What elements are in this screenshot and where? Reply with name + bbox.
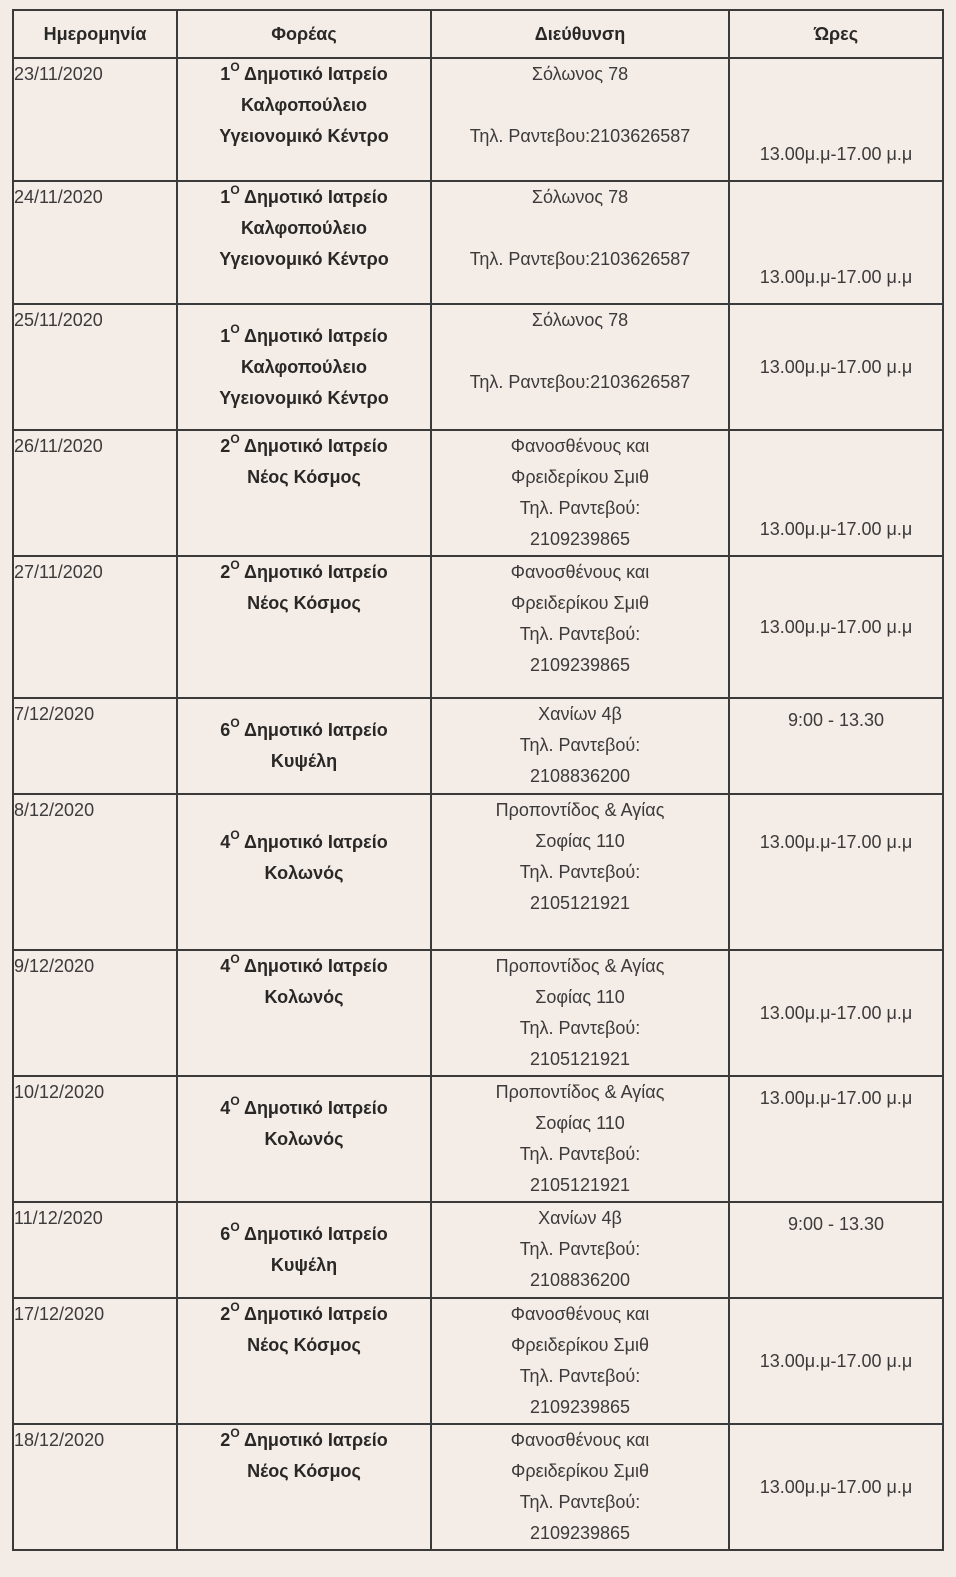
address-line-1: Προποντίδος & Αγίας [495, 800, 665, 820]
org-ordinal-mark: Ο [230, 60, 240, 74]
organization-cell [177, 1424, 431, 1550]
org-line-3: Υγειονομικό Κέντρο [219, 249, 389, 269]
organization-cell [177, 181, 431, 304]
org-line-2: Κολωνός [264, 1129, 344, 1149]
address-line-1: Προποντίδος & Αγίας [495, 1082, 665, 1102]
org-clinic-label: Δημοτικό Ιατρείο [244, 1224, 388, 1244]
hours-cell: 9:00 - 13.30 [729, 698, 943, 794]
organization-cell [177, 794, 431, 950]
org-clinic-label: Δημοτικό Ιατρείο [244, 1304, 388, 1324]
org-ordinal-mark: Ο [230, 432, 240, 446]
organization-cell [177, 556, 431, 698]
organization-cell [177, 58, 431, 181]
org-line-1 [178, 1425, 430, 1456]
address-cell [431, 1424, 729, 1550]
address-cell [431, 58, 729, 181]
table-row [13, 304, 943, 430]
address-line-4: 2105121921 [529, 1049, 631, 1069]
organization-cell [177, 1202, 431, 1298]
address-line-2: Σοφίας 110 [535, 1113, 625, 1133]
org-clinic-label: Δημοτικό Ιατρείο [244, 1430, 388, 1450]
org-number: 2 [220, 1304, 231, 1324]
address-line-1: Σόλωνος 78 [531, 64, 629, 84]
address-line-1: Προποντίδος & Αγίας [495, 956, 665, 976]
org-line-1 [178, 827, 430, 858]
table-header-row [13, 10, 943, 58]
address-line-3: 2108836200 [529, 766, 631, 786]
hours-cell: 13.00μ.μ-17.00 μ.μ [729, 1424, 943, 1550]
org-ordinal-mark: Ο [230, 1300, 240, 1314]
hours-cell: 13.00μ.μ-17.00 μ.μ [729, 556, 943, 698]
table-row [13, 58, 943, 181]
vaccination-schedule-table [12, 9, 944, 1551]
address-line-3: Τηλ. Ραντεβού: [519, 1144, 641, 1164]
address-cell [431, 950, 729, 1076]
date-cell: 17/12/2020 [13, 1298, 177, 1424]
hours-cell: 13.00μ.μ-17.00 μ.μ [729, 430, 943, 556]
hours-cell: 9:00 - 13.30 [729, 1202, 943, 1298]
org-line-1 [178, 715, 430, 746]
address-cell [431, 181, 729, 304]
table-row [13, 1202, 943, 1298]
org-clinic-label: Δημοτικό Ιατρείο [244, 720, 388, 740]
date-cell: 25/11/2020 [13, 304, 177, 430]
table-row [13, 950, 943, 1076]
address-cell [431, 794, 729, 950]
address-line-2: Τηλ. Ραντεβού: [519, 1239, 641, 1259]
address-line-3: Τηλ. Ραντεβου:2103626587 [469, 249, 691, 269]
org-clinic-label: Δημοτικό Ιατρείο [244, 956, 388, 976]
org-ordinal-mark: Ο [230, 322, 240, 336]
org-number: 6 [220, 1224, 231, 1244]
address-line-4: 2109239865 [529, 529, 631, 549]
org-line-1 [178, 59, 430, 90]
address-line-1: Χανίων 4β [538, 704, 622, 724]
org-number: 4 [220, 832, 231, 852]
table-row [13, 181, 943, 304]
org-line-2: Κυψέλη [270, 1255, 338, 1275]
hours-cell: 13.00μ.μ-17.00 μ.μ [729, 181, 943, 304]
org-ordinal-mark: Ο [230, 558, 240, 572]
org-line-2: Νέος Κόσμος [247, 1335, 361, 1355]
address-line-4: 2105121921 [529, 1175, 631, 1195]
address-cell [431, 556, 729, 698]
address-line-2: Σοφίας 110 [535, 831, 625, 851]
org-line-2: Κυψέλη [270, 751, 338, 771]
org-line-1 [178, 321, 430, 352]
date-cell: 27/11/2020 [13, 556, 177, 698]
org-ordinal-mark: Ο [230, 1094, 240, 1108]
org-line-1 [178, 951, 430, 982]
org-ordinal-mark: Ο [230, 1220, 240, 1234]
organization-cell [177, 698, 431, 794]
org-number: 2 [220, 1430, 231, 1450]
address-line-4: 2109239865 [529, 1523, 631, 1543]
hours-cell: 13.00μ.μ-17.00 μ.μ [729, 58, 943, 181]
address-cell [431, 1076, 729, 1202]
date-cell: 11/12/2020 [13, 1202, 177, 1298]
org-clinic-label: Δημοτικό Ιατρείο [244, 832, 388, 852]
address-line-4: 2109239865 [529, 1397, 631, 1417]
organization-cell [177, 950, 431, 1076]
org-clinic-label: Δημοτικό Ιατρείο [244, 436, 388, 456]
date-cell: 26/11/2020 [13, 430, 177, 556]
hours-cell: 13.00μ.μ-17.00 μ.μ [729, 1076, 943, 1202]
address-line-2: Φρειδερίκου Σμιθ [510, 1461, 650, 1481]
date-cell: 18/12/2020 [13, 1424, 177, 1550]
date-cell: 9/12/2020 [13, 950, 177, 1076]
header-hours: Ώρες [729, 10, 943, 58]
table-row [13, 1298, 943, 1424]
org-line-2: Καλφοπούλειο [240, 95, 368, 115]
org-number: 2 [220, 562, 231, 582]
hours-cell: 13.00μ.μ-17.00 μ.μ [729, 1298, 943, 1424]
org-ordinal-mark: Ο [230, 716, 240, 730]
header-date: Ημερομηνία [13, 10, 177, 58]
address-cell [431, 430, 729, 556]
org-ordinal-mark: Ο [230, 1426, 240, 1440]
organization-cell [177, 430, 431, 556]
org-line-2: Νέος Κόσμος [247, 467, 361, 487]
org-line-2: Καλφοπούλειο [240, 218, 368, 238]
org-number: 2 [220, 436, 231, 456]
address-line-4: 2109239865 [529, 655, 631, 675]
date-cell: 8/12/2020 [13, 794, 177, 950]
org-line-2: Κολωνός [264, 987, 344, 1007]
org-ordinal-mark: Ο [230, 828, 240, 842]
table-row [13, 1076, 943, 1202]
address-line-3: Τηλ. Ραντεβού: [519, 1018, 641, 1038]
org-line-1 [178, 1219, 430, 1250]
org-line-3: Υγειονομικό Κέντρο [219, 388, 389, 408]
header-organization: Φορέας [177, 10, 431, 58]
org-line-1 [178, 431, 430, 462]
org-clinic-label: Δημοτικό Ιατρείο [244, 64, 388, 84]
address-cell [431, 1202, 729, 1298]
org-number: 4 [220, 1098, 231, 1118]
address-line-2: Φρειδερίκου Σμιθ [510, 467, 650, 487]
org-number: 4 [220, 956, 231, 976]
address-line-3: 2108836200 [529, 1270, 631, 1290]
org-clinic-label: Δημοτικό Ιατρείο [244, 562, 388, 582]
org-number: 1 [220, 326, 231, 346]
org-number: 1 [220, 64, 231, 84]
address-cell [431, 304, 729, 430]
header-address: Διεύθυνση [431, 10, 729, 58]
address-line-3: Τηλ. Ραντεβού: [519, 498, 641, 518]
date-cell: 7/12/2020 [13, 698, 177, 794]
address-cell [431, 698, 729, 794]
date-cell: 10/12/2020 [13, 1076, 177, 1202]
table-row [13, 556, 943, 698]
address-cell [431, 1298, 729, 1424]
address-line-4: 2105121921 [529, 893, 631, 913]
date-cell: 24/11/2020 [13, 181, 177, 304]
org-line-2: Κολωνός [264, 863, 344, 883]
org-line-2: Καλφοπούλειο [240, 357, 368, 377]
org-line-1 [178, 182, 430, 213]
address-line-2: Φρειδερίκου Σμιθ [510, 593, 650, 613]
org-line-3: Υγειονομικό Κέντρο [219, 126, 389, 146]
org-clinic-label: Δημοτικό Ιατρείο [244, 1098, 388, 1118]
org-line-1 [178, 1299, 430, 1330]
address-line-2: Τηλ. Ραντεβού: [519, 735, 641, 755]
org-ordinal-mark: Ο [230, 183, 240, 197]
org-number: 6 [220, 720, 231, 740]
org-ordinal-mark: Ο [230, 952, 240, 966]
table-row [13, 794, 943, 950]
org-number: 1 [220, 187, 231, 207]
address-line-3: Τηλ. Ραντεβού: [519, 862, 641, 882]
organization-cell [177, 304, 431, 430]
hours-cell: 13.00μ.μ-17.00 μ.μ [729, 950, 943, 1076]
address-line-3: Τηλ. Ραντεβού: [519, 1492, 641, 1512]
address-line-3: Τηλ. Ραντεβού: [519, 624, 641, 644]
hours-cell: 13.00μ.μ-17.00 μ.μ [729, 304, 943, 430]
organization-cell [177, 1076, 431, 1202]
address-line-2: Σοφίας 110 [535, 987, 625, 1007]
org-line-2: Νέος Κόσμος [247, 1461, 361, 1481]
address-line-1: Φανοσθένους και [510, 436, 650, 456]
table-row [13, 698, 943, 794]
address-line-2: Φρειδερίκου Σμιθ [510, 1335, 650, 1355]
address-line-1: Φανοσθένους και [510, 562, 650, 582]
org-line-2: Νέος Κόσμος [247, 593, 361, 613]
table-row [13, 1424, 943, 1550]
address-line-3: Τηλ. Ραντεβου:2103626587 [469, 126, 691, 146]
address-line-1: Σόλωνος 78 [531, 187, 629, 207]
date-cell: 23/11/2020 [13, 58, 177, 181]
org-line-1 [178, 1093, 430, 1124]
org-clinic-label: Δημοτικό Ιατρείο [244, 187, 388, 207]
table-row [13, 430, 943, 556]
hours-cell: 13.00μ.μ-17.00 μ.μ [729, 794, 943, 950]
address-line-3: Τηλ. Ραντεβού: [519, 1366, 641, 1386]
address-line-1: Χανίων 4β [538, 1208, 622, 1228]
organization-cell [177, 1298, 431, 1424]
address-line-3: Τηλ. Ραντεβου:2103626587 [469, 372, 691, 392]
address-line-1: Φανοσθένους και [510, 1304, 650, 1324]
org-line-1 [178, 557, 430, 588]
org-clinic-label: Δημοτικό Ιατρείο [244, 326, 388, 346]
address-line-1: Φανοσθένους και [510, 1430, 650, 1450]
address-line-1: Σόλωνος 78 [531, 310, 629, 330]
